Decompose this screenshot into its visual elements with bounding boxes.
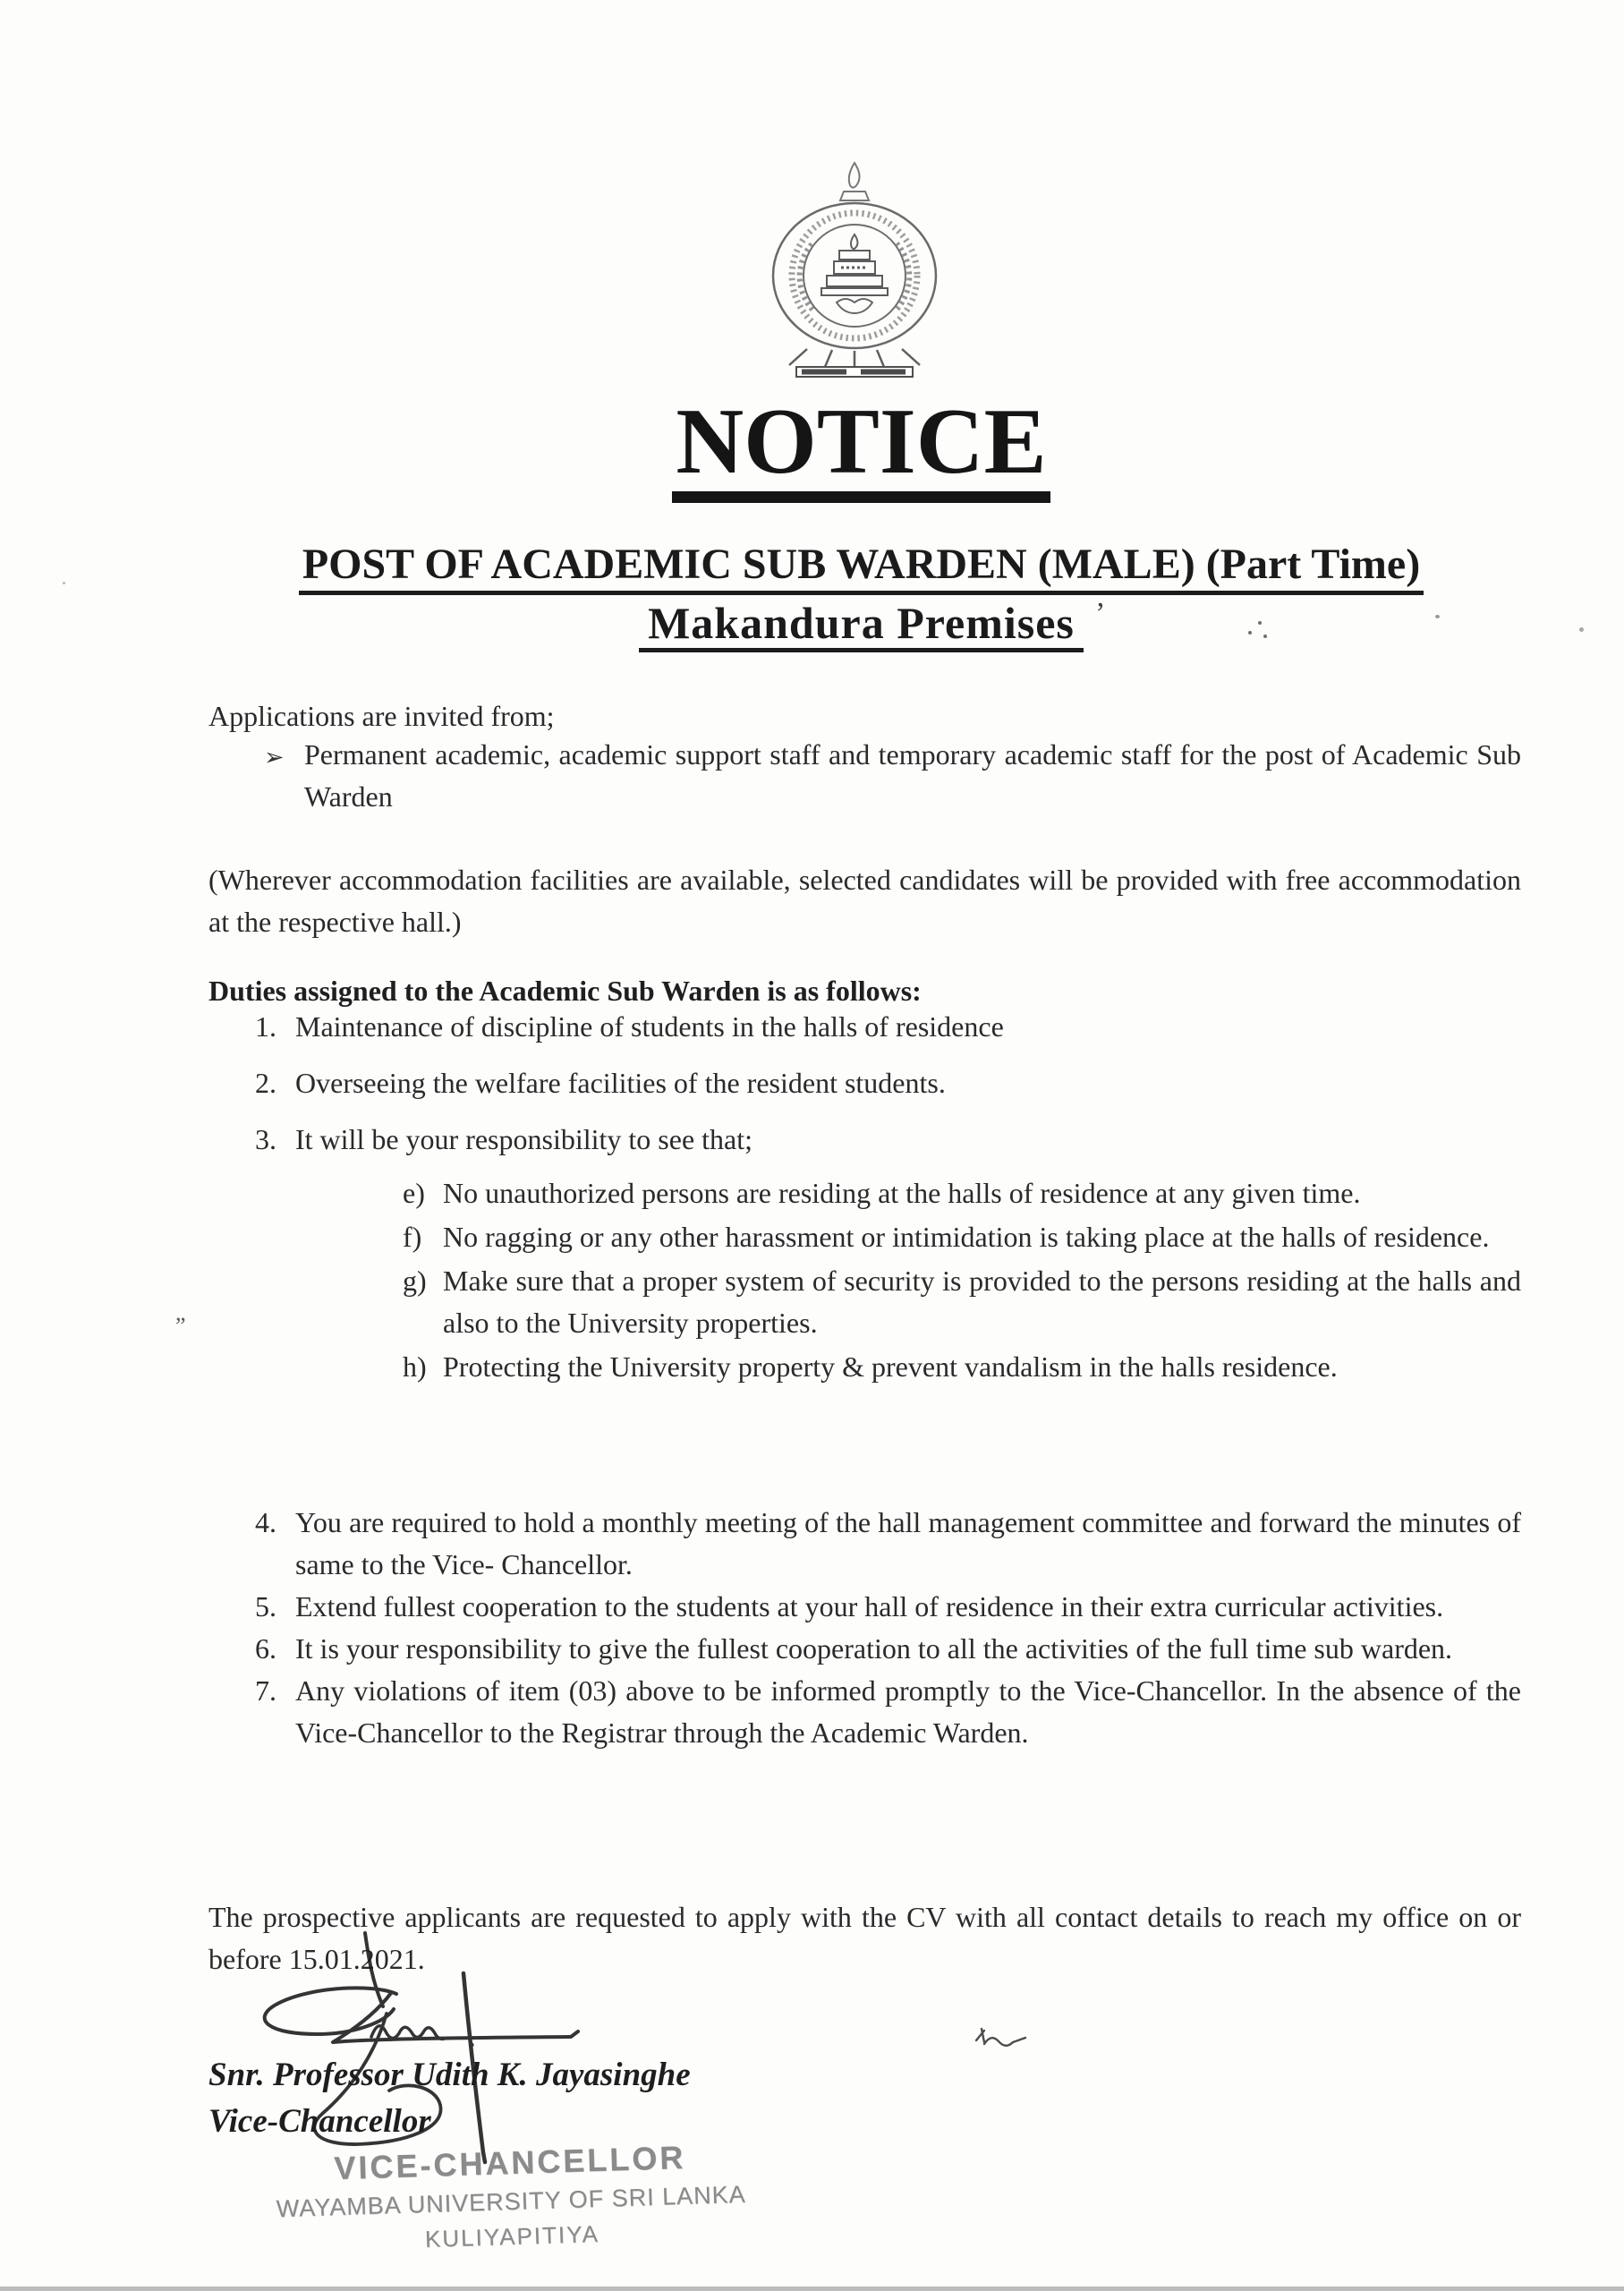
sub-duty-letter: f) <box>403 1221 422 1253</box>
sub-duty-item-e: e) No unauthorized persons are residing at the halls of residence at any given time. <box>403 1172 1521 1214</box>
sub-duties-list <box>403 1172 1521 1390</box>
sub-duty-item-g: g) Make sure that a proper system of security is provided to the persons residing at the halls and also to the University properties. <box>403 1260 1521 1344</box>
premises-heading: Makandura Premises <box>98 600 1624 652</box>
vice-chancellor-stamp <box>241 2136 780 2260</box>
scan-artifact-dot <box>1248 631 1252 634</box>
closing-paragraph: The prospective applicants are requested to apply with the CV with all contact details to reach my office on or before 15.01.2021. <box>208 1901 1521 1975</box>
scan-artifact-dot <box>1579 627 1584 632</box>
duties-list <box>255 1006 1521 1175</box>
duty-item-4: 4. You are required to hold a monthly meeting of the hall management committee and forward the minutes of same to the Vice- Chancellor. <box>255 1502 1521 1586</box>
accommodation-note: (Wherever accommodation facilities are available, selected candidates will be provided with free accommodation at the respective hall.) <box>208 864 1521 938</box>
duty-item-2: 2. Overseeing the welfare facilities of the resident students. <box>255 1062 1521 1104</box>
duty-number: 6. <box>255 1632 276 1665</box>
scan-artifact-dot <box>1263 634 1267 638</box>
page-title-text: NOTICE <box>672 394 1050 503</box>
sub-duty-letter: g) <box>403 1265 427 1297</box>
stamp-line-title: VICE-CHANCELLOR <box>333 2138 686 2187</box>
pen-scratch-mark <box>972 2023 1043 2053</box>
duty-number: 5. <box>255 1590 276 1622</box>
duty-item-7: 7. Any violations of item (03) above to be informed promptly to the Vice-Chancellor. In the absence of the Vice-Chancellor to the Registrar through the Academic Warden. <box>255 1670 1521 1754</box>
scan-artifact-dot <box>1258 621 1262 625</box>
scan-artifact-quote: ” <box>175 1313 186 1339</box>
duty-number: 2. <box>255 1067 276 1099</box>
duty-number: 7. <box>255 1674 276 1707</box>
duties-list-continued <box>255 1502 1521 1754</box>
sub-duty-letter: h) <box>403 1350 427 1383</box>
duty-number: 1. <box>255 1010 276 1043</box>
signatory-name: Snr. Professor Udith K. Jayasinghe <box>208 2057 691 2093</box>
duty-item-6: 6. It is your responsibility to give the fullest cooperation to all the activities of the full time sub warden. <box>255 1628 1521 1670</box>
stamp-line-city: KULIYAPITIYA <box>424 2219 600 2253</box>
signatory-block <box>208 2052 1014 2145</box>
arrowhead-bullet-icon: ➢ <box>264 744 285 771</box>
stamp-line-university: WAYAMBA UNIVERSITY OF SRI LANKA <box>276 2180 747 2223</box>
applicant-eligibility-item <box>264 734 1521 818</box>
scan-bottom-edge <box>0 2287 1624 2291</box>
intro-line: Applications are invited from; <box>208 700 555 732</box>
scan-artifact-dot <box>63 582 65 584</box>
sub-duty-item-h: h) Protecting the University property & prevent vandalism in the halls residence. <box>403 1346 1521 1388</box>
signatory-role: Vice-Chancellor <box>208 2103 431 2140</box>
duty-item-3: 3. It will be your responsibility to see that; <box>255 1119 1521 1161</box>
duties-heading: Duties assigned to the Academic Sub Warden is as follows: <box>208 975 922 1007</box>
sub-duty-letter: e) <box>403 1177 425 1209</box>
applicant-eligibility-text: Permanent academic, academic support staff and temporary academic staff for the post of Academic Sub Warden <box>304 738 1521 813</box>
scan-artifact-tick: ’ <box>1095 597 1106 630</box>
university-crest-logo-icon <box>769 158 940 392</box>
page-title <box>98 388 1624 503</box>
post-heading: POST OF ACADEMIC SUB WARDEN (MALE) (Part Time) <box>98 541 1624 595</box>
duty-item-5: 5. Extend fullest cooperation to the students at your hall of residence in their extra curricular activities. <box>255 1586 1521 1628</box>
duty-number: 4. <box>255 1506 276 1538</box>
duty-item-1: 1. Maintenance of discipline of students in the halls of residence <box>255 1006 1521 1048</box>
scan-artifact-dot <box>1435 615 1440 618</box>
duty-number: 3. <box>255 1123 276 1155</box>
sub-duty-item-f: f) No ragging or any other harassment or intimidation is taking place at the halls of residence. <box>403 1216 1521 1258</box>
